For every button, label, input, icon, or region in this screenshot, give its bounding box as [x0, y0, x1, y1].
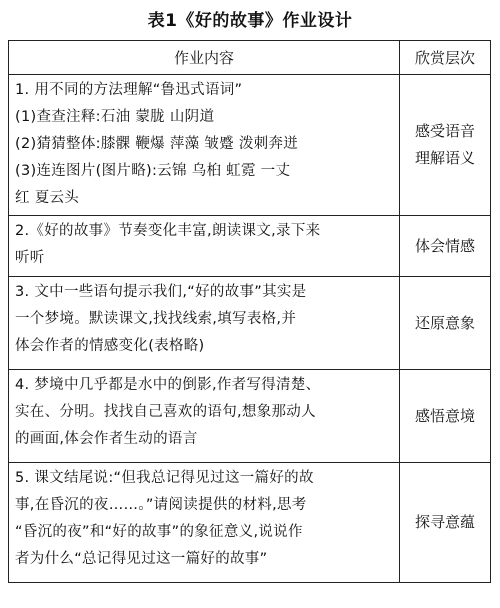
level-line: 感受语音 [414, 122, 475, 140]
appreciation-level-cell [400, 216, 491, 277]
table-row [9, 216, 491, 277]
content-line: 事,在昏沉的夜……。”请阅读提供的材料,思考 [15, 497, 307, 513]
assignment-content-cell [9, 463, 400, 583]
assignment-content-cell [9, 75, 400, 216]
table-header-row [9, 41, 491, 75]
table-row [9, 75, 491, 216]
content-line: 的画面,体会作者生动的语言 [15, 431, 198, 447]
table-row [9, 370, 491, 463]
table-caption: 表1《好的故事》作业设计 [147, 11, 353, 31]
header-appreciation-level: 欣赏层次 [400, 41, 491, 75]
header-assignment-content: 作业内容 [9, 41, 400, 75]
appreciation-level-cell [400, 277, 491, 370]
assignment-design-table [8, 40, 491, 583]
appreciation-level-cell [400, 75, 491, 216]
content-line: 1. 用不同的方法理解“鲁迅式语词” [15, 82, 243, 98]
appreciation-level-cell [400, 463, 491, 583]
level-line: 还原意象 [414, 313, 475, 332]
content-line: 者为什么“总记得见过这一篇好的故事” [15, 551, 268, 567]
table-row [9, 463, 491, 583]
content-line: (1)查查注释:石油 蒙胧 山阴道 [15, 109, 215, 125]
content-line: 4. 梦境中几乎都是水中的倒影,作者写得清楚、 [15, 377, 321, 393]
level-line: 体会情感 [414, 236, 475, 255]
assignment-content-cell [9, 370, 400, 463]
content-line: 体会作者的情感变化(表格略) [15, 338, 205, 354]
content-line: 实在、分明。找找自己喜欢的语句,想象那动人 [15, 404, 316, 420]
content-line: 听听 [15, 250, 45, 266]
table-row [9, 277, 491, 370]
content-line: 2.《好的故事》节奏变化丰富,朗读课文,录下来 [15, 223, 321, 239]
appreciation-level-cell [400, 370, 491, 463]
level-line: 探寻意蕴 [414, 513, 475, 531]
content-line: 红 夏云头 [15, 190, 80, 206]
level-line: 感悟意境 [414, 406, 475, 425]
content-line: 一个梦境。默读课文,找找线索,填写表格,并 [15, 311, 297, 327]
content-line: 5. 课文结尾说:“但我总记得见过这一篇好的故 [15, 470, 314, 486]
content-line: (3)连连图片(图片略):云锦 乌桕 虹霓 一丈 [15, 163, 291, 179]
content-line: 3. 文中一些语句提示我们,“好的故事”其实是 [15, 284, 307, 300]
assignment-content-cell [9, 216, 400, 277]
content-line: (2)猜猜整体:膝髁 鞭爆 萍藻 皱蹙 泼刺奔迸 [15, 136, 299, 152]
content-line: “昏沉的夜”和“好的故事”的象征意义,说说作 [15, 524, 303, 540]
level-line: 理解语义 [414, 149, 475, 167]
assignment-content-cell [9, 277, 400, 370]
